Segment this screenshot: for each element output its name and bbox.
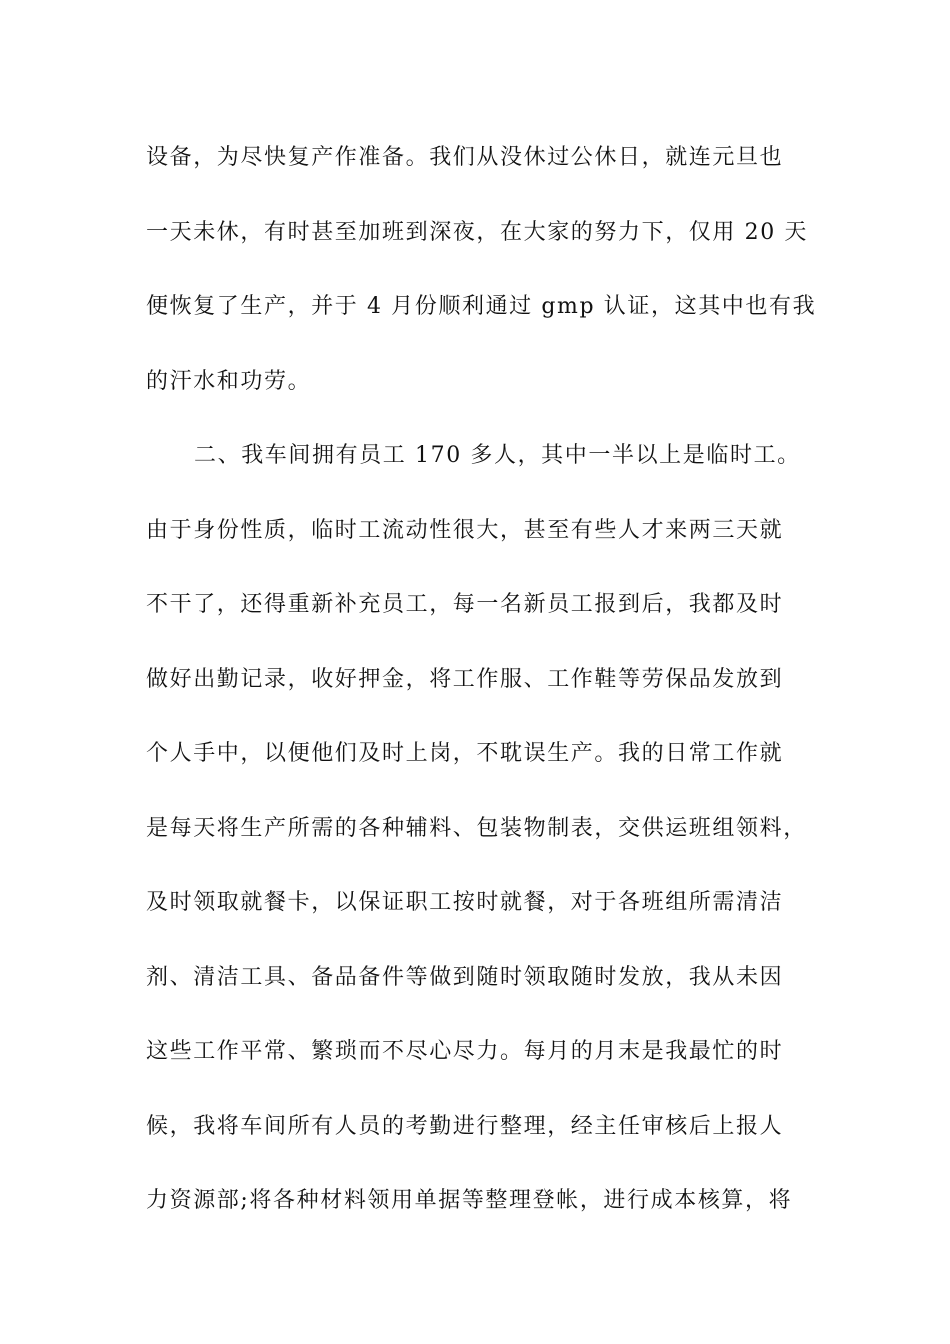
text-line: 一天未休，有时甚至加班到深夜，在大家的努力下，仅用 20 天 [146,219,808,245]
text-line: 便恢复了生产，并于 4 月份顺利通过 gmp 认证，这其中也有我 [146,294,817,319]
paragraph-start-line: 二、我车间拥有员工 170 多人，其中一半以上是临时工。 [194,443,801,468]
text-line: 剂、清洁工具、备品备件等做到随时领取随时发放，我从未因 [146,964,784,990]
text-line: 候，我将车间所有人员的考勤进行整理，经主任审核后上报人 [146,1113,784,1139]
text-line: 的汗水和功劳。 [146,368,312,394]
text-line: 是每天将生产所需的各种辅料、包装物制表，交供运班组领料， [146,815,807,841]
text-line: 做好出勤记录，收好押金，将工作服、工作鞋等劳保品发放到 [146,666,784,692]
text-line: 及时领取就餐卡，以保证职工按时就餐，对于各班组所需清洁 [146,890,784,915]
text-line: 力资源部;将各种材料领用单据等整理登帐，进行成本核算，将 [146,1188,793,1213]
text-line: 这些工作平常、繁琐而不尽心尽力。每月的月末是我最忙的时 [146,1039,784,1064]
body-text [146,128,816,1246]
text-line: 个人手中，以便他们及时上岗，不耽误生产。我的日常工作就 [146,741,784,766]
text-line: 不干了，还得重新补充员工，每一名新员工报到后，我都及时 [146,592,784,617]
text-line: 由于身份性质，临时工流动性很大，甚至有些人才来两三天就 [146,517,784,543]
text-line: 设备，为尽快复产作准备。我们从没休过公休日，就连元旦也 [146,145,784,170]
